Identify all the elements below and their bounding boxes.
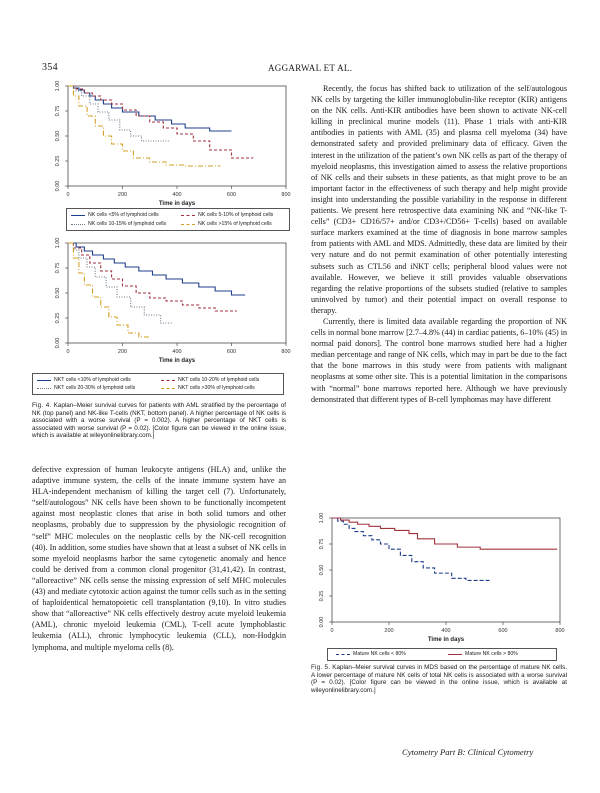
running-title: AGGARWAL ET AL. bbox=[268, 63, 353, 73]
x-tick-label: 0 bbox=[66, 192, 70, 198]
survival-curve bbox=[68, 243, 245, 295]
plot-frame bbox=[68, 243, 286, 343]
x-tick-label: 800 bbox=[281, 192, 291, 198]
fig4-bottom-chart bbox=[44, 237, 294, 369]
right-column-text bbox=[311, 83, 567, 405]
x-tick-label: 0 bbox=[66, 349, 70, 355]
x-tick-label: 400 bbox=[172, 192, 182, 198]
y-tick-label: 0.50 bbox=[55, 287, 61, 299]
legend-label: NK cells <5% of lymphoid cells bbox=[88, 212, 159, 218]
y-tick-label: 0.00 bbox=[319, 616, 325, 628]
legend-label: NKT cells 10-20% of lymphoid cells bbox=[178, 377, 260, 383]
legend-item bbox=[71, 212, 159, 218]
y-tick-label: 0.50 bbox=[55, 130, 61, 142]
plot-frame bbox=[332, 518, 560, 622]
x-tick-label: 200 bbox=[117, 192, 128, 198]
x-tick-label: 600 bbox=[226, 349, 237, 355]
legend-label: NKT cells >30% of lymphoid cells bbox=[178, 385, 255, 391]
survival-curve bbox=[68, 243, 237, 311]
x-tick-label: 0 bbox=[330, 628, 334, 634]
legend-label: NKT cells 20-30% of lymphoid cells bbox=[54, 385, 136, 391]
legend-item bbox=[181, 212, 273, 218]
legend-item bbox=[71, 221, 166, 227]
y-tick-label: 0.00 bbox=[55, 337, 61, 349]
fig4-top-legend bbox=[66, 208, 290, 231]
legend-item bbox=[161, 377, 259, 383]
legend-item bbox=[37, 377, 131, 383]
survival-curve bbox=[332, 518, 492, 580]
y-tick-label: 0.25 bbox=[55, 155, 61, 167]
caption-label: Fig. 4. bbox=[32, 402, 52, 409]
x-tick-label: 800 bbox=[281, 349, 291, 355]
journal-footer: Cytometry Part B: Clinical Cytometry bbox=[402, 747, 534, 757]
fig4-top-chart bbox=[44, 80, 294, 210]
y-tick-label: 0.50 bbox=[319, 564, 325, 576]
fig5-caption bbox=[311, 664, 567, 694]
plot-frame bbox=[68, 86, 286, 186]
y-tick-label: 0.75 bbox=[55, 262, 61, 274]
x-tick-label: 200 bbox=[117, 349, 128, 355]
legend-item bbox=[37, 385, 135, 391]
survival-curve bbox=[68, 86, 221, 166]
y-tick-label: 1.00 bbox=[55, 237, 61, 249]
legend-label: NKT cells <10% of lymphoid cells bbox=[54, 377, 131, 383]
paragraph: Currently, there is limited data available regarding the proportion of NK cells in normal bone marrow [2.7–4.8% (44) in cardiac patients, 6–10% (45) in normal paid donors]. The control bone marrows studied here had a higher median percentage and range of NK cells, which may in part be due to the fact that the bone marrows in this study were from patients with malignant neoplasms at some other site. This is a potential limitation in the comparisons with “normal” bone marrows reported here. Although we have previously demonstrated that different types of B-cell lymphomas may have different bbox=[311, 316, 568, 404]
left-column-text bbox=[32, 464, 286, 653]
x-tick-label: 600 bbox=[226, 192, 237, 198]
y-tick-label: 0.75 bbox=[319, 538, 325, 550]
paragraph: defective expression of human leukocyte antigens (HLA) and, unlike the adaptive immune system, the cells of the innate immune system have an HLA-independent mechanism of killing the target cell (7). Unfortunately, “self/autologous” NK cells have been shown to be functionally incompetent against most neoplastic clones that arise in both solid tumors and other neoplasms, probably due to suppression by the physiologic recognition of “self” MHC molecules on the neoplastic cells by the NK-cell recognition (40). In addition, some studies have shown that at least a subset of NK cells in some myeloid neoplasms harbor the same cytogenetic anomaly and hence could be derived from a common clonal progenitor (31,41,42). In contrast, “alloreactive” NK cells sense the missing expression of self MHC molecules (43) and mediate cytotoxic action against the tumor cells such as in the setting of haploidentical hematopoietic cell transplantation (9,10). In vitro studies show that “alloreactive” NK cells effectively destroy acute myeloid leukemia (AML), chronic myeloid leukemia (CML), T-cell acute lymphoblastic leukemia (ALL), chronic lymphocytic leukemia (CLL), non-Hodgkin lymphoma, and multiple myeloma cells (8). bbox=[32, 465, 286, 652]
x-tick-label: 600 bbox=[498, 628, 508, 634]
y-tick-label: 0.25 bbox=[319, 590, 325, 602]
caption-text: Kaplan–Meier survival curves for patients with AML stratified by the percentage of NK (top panel) and NK-like T-cells (NKT, bottom panel). A higher percentage of NK cells is associated with a worse survival (P = 0.002). A higher percentage of NKT cells is associated with worse survival (P = 0.02). [Color figure can be viewed in the online issue, which is available at wileyonlinelibrary.com.] bbox=[32, 402, 287, 440]
fig5-legend bbox=[327, 648, 557, 661]
x-tick-label: 200 bbox=[384, 628, 394, 634]
legend-item bbox=[336, 651, 406, 657]
legend-label: NK cells 10-15% of lymphoid cells bbox=[88, 221, 167, 227]
legend-label: NK cells >15% of lymphoid cells bbox=[198, 221, 272, 227]
survival-curve bbox=[68, 243, 150, 337]
fig4-bottom-legend bbox=[32, 373, 284, 395]
y-tick-label: 0.25 bbox=[55, 312, 61, 324]
x-tick-label: 800 bbox=[555, 628, 565, 634]
y-tick-label: 1.00 bbox=[319, 512, 325, 524]
x-tick-label: 400 bbox=[172, 349, 182, 355]
legend-item bbox=[181, 221, 272, 227]
y-tick-label: 0.75 bbox=[55, 105, 61, 117]
legend-item bbox=[448, 651, 518, 657]
x-axis-label: Time in days bbox=[427, 637, 465, 643]
page-number: 354 bbox=[42, 62, 58, 73]
x-tick-label: 400 bbox=[441, 628, 451, 634]
paragraph: Recently, the focus has shifted back to utilization of the self/autologous NK cells by targeting the killer immunoglobulin-like receptor (KIR) antigens on the NK cells. Anti-KIR antibodies have been shown to activate NK-cell killing in preclinical murine models (11). Phase 1 trials with anti-KIR antibodies in patients with AML (35) and plasma cell myeloma (34) have demonstrated safety and provided preliminary data of efficacy. Given the interest in the utilization of the patient’s own NK cells as part of the therapy of myeloid neoplasms, this investigation aimed to assess the relative proportions of NK cells and their subsets in these patients, as that might prove to be an important factor in the effectiveness of such therapy and help might provide insight into understanding the possible variability in the response in different patients. We present here retrospective data examining NK and “NK-like T-cells” (CD3+ CD16/57+ and/or CD3+/CD56+ T-cells) based on available surface markers examined at the time of diagnosis in bone marrow samples from patients with AML and MDS. Admittedly, these data are limited by their very nature and do not permit examination of other potentially interesting subsets such as CTL56 and iNKT cells; peripheral blood values were not available. However, we believe it still provides valuable observations regarding the relative proportions of the subsets studied (relative to samples uninvolved by tumor) and their potential impact on overall response to therapy. bbox=[311, 84, 567, 315]
legend-label: Mature NK cells > 80% bbox=[465, 651, 518, 657]
legend-item bbox=[161, 385, 255, 391]
x-axis-label: Time in days bbox=[158, 201, 196, 207]
caption-text: Kaplan–Meier survival curves in MDS based on the percentage of mature NK cells. A lower percentage of mature NK cells of total NK cells is associated with a worse survival (P = 0.02). [Color figure can be viewed in the online issue, which is available at wileyonlinelibrary.com.] bbox=[311, 664, 568, 694]
fig5-chart bbox=[308, 512, 570, 644]
survival-curve bbox=[68, 86, 169, 141]
fig4-caption bbox=[32, 402, 286, 440]
y-tick-label: 0.00 bbox=[55, 180, 61, 192]
y-tick-label: 1.00 bbox=[55, 80, 61, 92]
legend-label: NK cells 5-10% of lymphoid cells bbox=[198, 212, 274, 218]
survival-curve bbox=[332, 518, 557, 549]
legend-label: Mature NK cells < 80% bbox=[353, 651, 406, 657]
x-axis-label: Time in days bbox=[158, 358, 196, 364]
caption-label: Fig. 5. bbox=[311, 664, 331, 671]
